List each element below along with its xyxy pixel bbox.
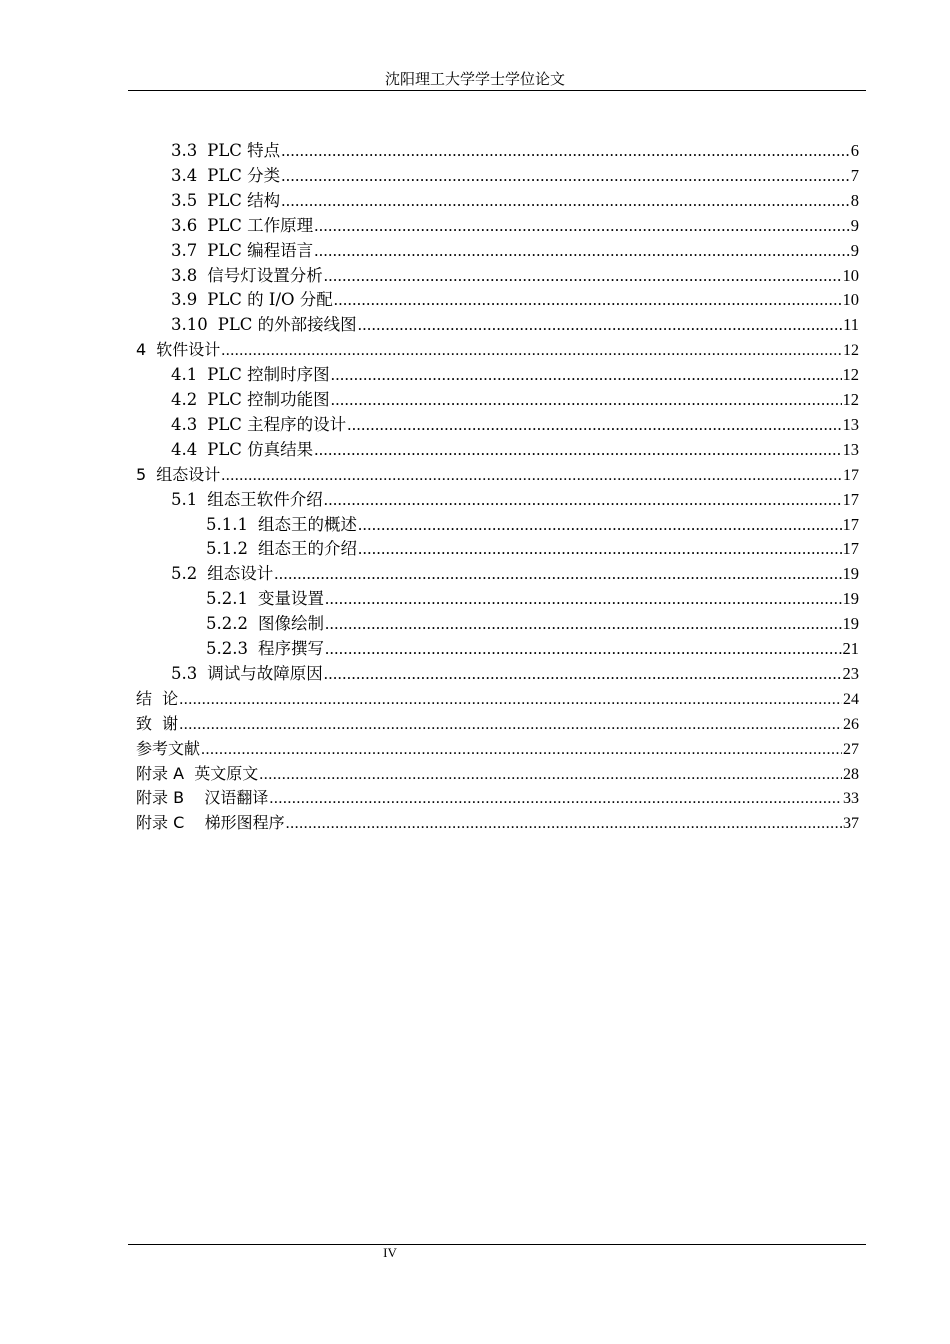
toc-entry-title: 附录 C 梯形图程序 [136, 813, 285, 833]
toc-entry-title: PLC 仿真结果 [207, 439, 314, 459]
toc-entry-number: 3.6 [171, 215, 198, 235]
toc-entry-page-number: 8 [850, 190, 859, 210]
toc-entry[interactable] [136, 736, 859, 761]
toc-dot-leader [331, 362, 842, 387]
toc-entry[interactable] [136, 711, 859, 736]
toc-entry-title: 附录 B 汉语翻译 [136, 788, 269, 808]
toc-entry-number: 3.10 [171, 315, 208, 335]
toc-entry-title: 组态设计 [156, 464, 221, 484]
toc-entry[interactable] [171, 437, 859, 462]
toc-entry-page-number: 13 [842, 414, 859, 434]
toc-dot-leader [286, 811, 842, 836]
toc-entry[interactable] [206, 586, 859, 611]
toc-entry-number: 4 [136, 340, 147, 360]
toc-entry-title: 软件设计 [156, 340, 221, 360]
toc-entry[interactable] [171, 213, 859, 238]
page-header: 沈阳理工大学学士学位论文 [384, 70, 565, 88]
toc-dot-leader [358, 536, 842, 561]
toc-dot-leader [347, 412, 841, 437]
toc-dot-leader [314, 213, 850, 238]
toc-entry-number: 5.1.1 [206, 514, 248, 534]
toc-entry[interactable] [171, 362, 859, 387]
toc-entry-page-number: 13 [842, 439, 859, 459]
toc-entry-page-number: 33 [843, 790, 859, 808]
toc-entry[interactable] [136, 337, 859, 362]
toc-entry[interactable] [171, 412, 859, 437]
toc-dot-leader [324, 487, 842, 512]
toc-entry[interactable] [171, 188, 859, 213]
toc-entry-page-number: 6 [850, 141, 859, 160]
toc-entry-number: 4.2 [171, 390, 198, 409]
toc-entry-page-number: 21 [842, 639, 859, 658]
toc-dot-leader [259, 762, 842, 787]
toc-entry-title: 组态王软件介绍 [207, 489, 323, 509]
toc-entry-page-number: 19 [842, 564, 859, 584]
toc-entry[interactable] [206, 536, 859, 561]
toc-entry[interactable] [171, 238, 859, 263]
toc-entry-title: 调试与故障原因 [207, 663, 323, 683]
toc-entry-title: PLC 特点 [207, 141, 281, 160]
toc-dot-leader [221, 463, 842, 488]
toc-dot-leader [331, 387, 842, 412]
toc-entry-number: 3.7 [171, 240, 198, 260]
toc-dot-leader [201, 737, 842, 762]
toc-entry[interactable] [206, 611, 859, 636]
toc-entry[interactable] [171, 138, 859, 163]
toc-dot-leader [324, 263, 842, 288]
toc-entry[interactable] [206, 512, 859, 537]
toc-dot-leader [281, 138, 850, 163]
toc-entry-title: PLC 控制功能图 [207, 390, 330, 409]
toc-dot-leader [179, 712, 842, 737]
toc-entry-page-number: 28 [843, 765, 859, 783]
toc-dot-leader [324, 661, 842, 686]
toc-dot-leader [325, 611, 842, 636]
toc-entry-number: 5.2 [171, 564, 198, 584]
toc-entry-title: 组态王的介绍 [257, 539, 357, 559]
toc-entry-title: PLC 控制时序图 [207, 365, 330, 385]
toc-entry-title: PLC 的 I/O 分配 [207, 290, 333, 310]
toc-entry-title: 图像绘制 [257, 614, 324, 634]
toc-entry-title: 参考文献 [136, 738, 201, 758]
toc-entry[interactable] [136, 761, 859, 786]
toc-entry[interactable] [171, 661, 859, 686]
toc-entry-page-number: 10 [842, 290, 859, 310]
toc-entry-page-number: 17 [843, 466, 859, 484]
toc-entry-page-number: 10 [842, 265, 859, 285]
toc-dot-leader [334, 287, 842, 312]
toc-entry-page-number: 37 [843, 815, 859, 833]
toc-entry[interactable] [136, 785, 859, 810]
toc-entry[interactable] [136, 462, 859, 487]
toc-entry[interactable] [136, 810, 859, 835]
toc-entry-page-number: 9 [850, 215, 859, 235]
toc-entry-number: 5.1 [171, 489, 198, 509]
toc-entry-page-number: 17 [842, 514, 859, 534]
toc-entry-page-number: 27 [843, 740, 859, 758]
toc-dot-leader [281, 188, 850, 213]
toc-entry-page-number: 19 [842, 614, 859, 634]
toc-entry-number: 5 [136, 464, 147, 484]
toc-entry-page-number: 12 [843, 342, 859, 360]
toc-entry-title: 变量设置 [257, 589, 324, 609]
toc-dot-leader [314, 437, 841, 462]
toc-entry-number: 5.3 [171, 663, 198, 683]
toc-entry-page-number: 11 [843, 315, 859, 335]
toc-entry-number: 4.1 [171, 365, 198, 385]
toc-entry-title: PLC 的外部接线图 [217, 315, 357, 335]
toc-entry-number: 3.4 [171, 165, 198, 185]
toc-entry-title: 附录 A 英文原文 [136, 763, 259, 783]
toc-entry-title: PLC 主程序的设计 [207, 414, 347, 434]
toc-entry[interactable] [171, 312, 859, 337]
toc-entry[interactable] [136, 686, 859, 711]
toc-entry-number: 5.1.2 [206, 539, 248, 559]
toc-entry-number: 4.4 [171, 439, 198, 459]
toc-dot-leader [179, 687, 842, 712]
toc-dot-leader [358, 312, 842, 337]
toc-entry-page-number: 12 [842, 365, 859, 385]
toc-entry-number: 3.5 [171, 190, 198, 210]
toc-entry-page-number: 17 [842, 539, 859, 559]
toc-entry[interactable] [171, 387, 859, 412]
toc-dot-leader [221, 338, 842, 363]
toc-dot-leader [281, 163, 850, 188]
toc-entry-title: 致 谢 [136, 713, 179, 733]
toc-entry[interactable] [171, 487, 859, 512]
toc-entry-title: 组态王的概述 [257, 514, 357, 534]
header-rule [128, 90, 866, 91]
toc-entry-title: 结 论 [136, 688, 179, 708]
toc-entry-title: 信号灯设置分析 [207, 265, 323, 285]
toc-entry-number: 5.2.1 [206, 589, 248, 609]
toc-dot-leader [314, 238, 850, 263]
toc-entry-page-number: 9 [850, 240, 859, 260]
toc-entry[interactable] [171, 163, 859, 188]
toc-entry-title: 程序撰写 [257, 639, 324, 658]
toc-entry-number: 4.3 [171, 414, 198, 434]
toc-entry-page-number: 23 [842, 663, 859, 683]
toc-entry-page-number: 26 [843, 715, 859, 733]
toc-dot-leader [325, 586, 842, 611]
toc-dot-leader [358, 512, 842, 537]
toc-entry-number: 3.8 [171, 265, 198, 285]
toc-entry-number: 3.9 [171, 290, 198, 310]
toc-entry-title: PLC 结构 [207, 190, 281, 210]
footer-rule [128, 1244, 866, 1245]
toc-entry[interactable] [206, 636, 859, 661]
toc-entry-page-number: 12 [842, 390, 859, 409]
toc-entry-page-number: 7 [850, 165, 859, 185]
toc-entry-page-number: 24 [843, 690, 859, 708]
toc-entry-title: PLC 编程语言 [207, 240, 314, 260]
toc-entry[interactable] [171, 263, 859, 288]
toc-entry-number: 5.2.3 [206, 639, 248, 658]
toc-entry[interactable] [171, 287, 859, 312]
toc-entry-title: 组态设计 [207, 564, 274, 584]
toc-dot-leader [325, 636, 842, 661]
toc-entry-page-number: 19 [842, 589, 859, 609]
toc-entry-number: 5.2.2 [206, 614, 248, 634]
page-number: IV [383, 1245, 397, 1260]
toc-dot-leader [274, 561, 841, 586]
toc-entry-page-number: 17 [842, 489, 859, 509]
toc-dot-leader [269, 786, 842, 811]
toc-entry[interactable] [171, 561, 859, 586]
toc-entry-title: PLC 工作原理 [207, 215, 314, 235]
toc-entry-title: PLC 分类 [207, 165, 281, 185]
toc-entry-number: 3.3 [171, 141, 198, 160]
